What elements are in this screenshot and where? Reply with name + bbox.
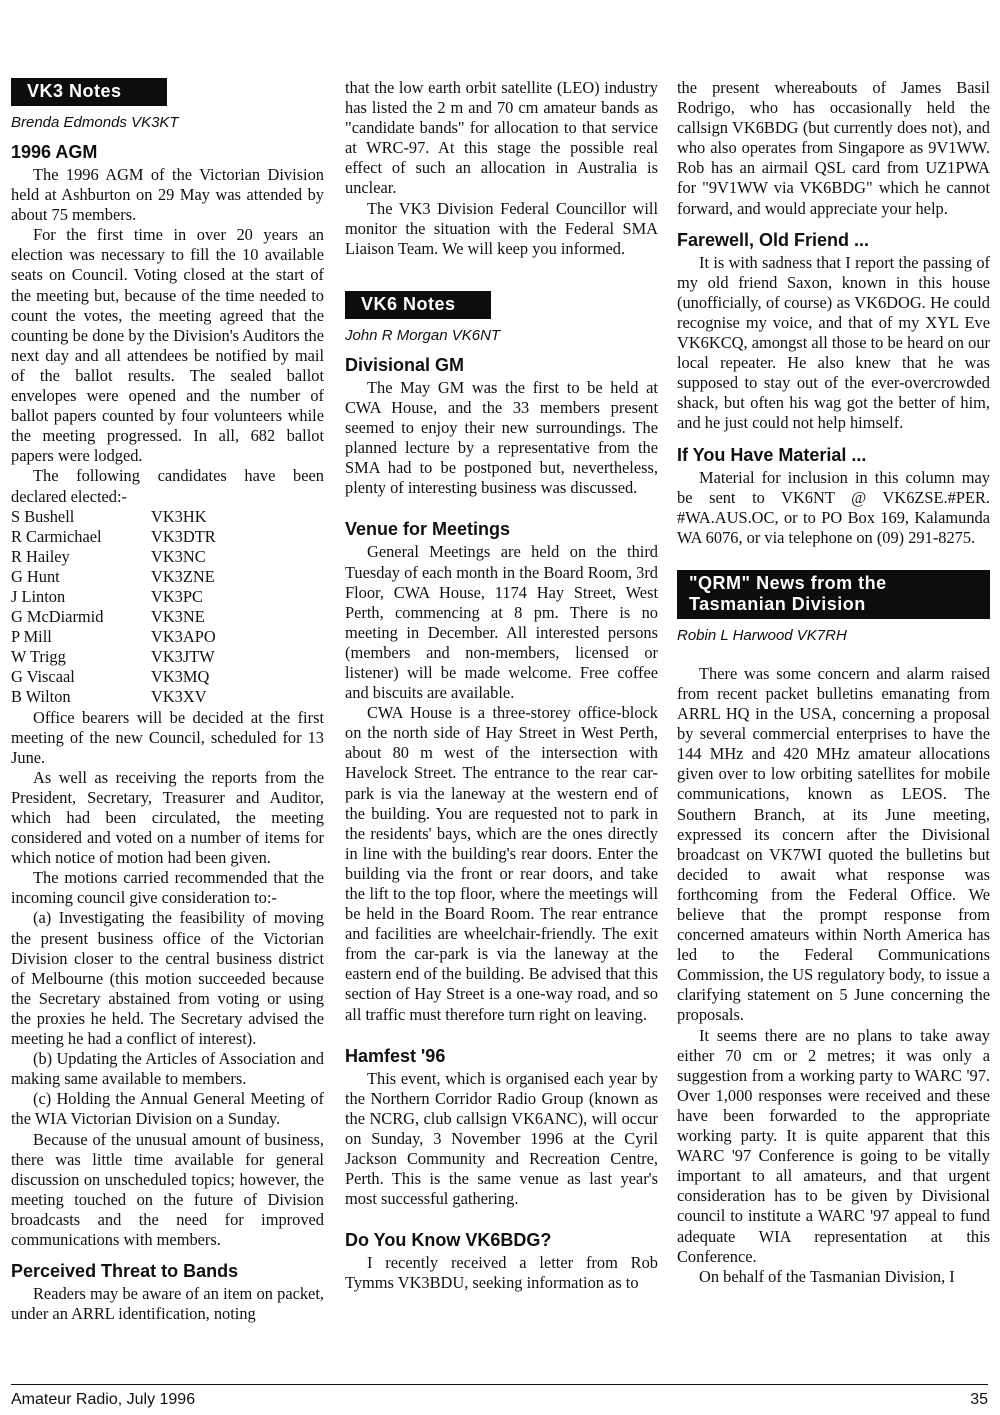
spacer <box>345 498 658 508</box>
paragraph: The following candidates have been declared elected:- <box>11 466 324 506</box>
paragraph: On behalf of the Tasmanian Division, I <box>699 1266 955 1286</box>
candidate-name: J Linton <box>11 586 66 606</box>
page-footer <box>11 1384 988 1409</box>
candidate-callsign: VK3XV <box>151 687 207 707</box>
candidate-callsign: VK3ZNE <box>151 566 215 586</box>
paragraph: It seems there are no plans to take away either 70 cm or 2 metres; it was only a suggestion from a working party to WARC '97. Over 1,000 responses were received and these have been forwarded to the appropriate working party. It is quite apparent that this WARC '97 Conference is going to be vitally important to all amateurs, and that urgent consideration has to be given by Divisional council to institute a WARC '97 appeal to fund adequate WIA representation at this Conference. <box>677 1025 990 1266</box>
paragraph: Material for inclusion in this column may be sent to VK6NT @ VK6ZSE.#PER. #WA.AUS.OC, or to PO Box 169, Kalamunda WA 6076, or via telephone on (09) 291-8275. <box>677 467 990 547</box>
heading-do-you-know: Do You Know VK6BDG? <box>345 1230 552 1251</box>
paragraph: For the first time in over 20 years an election was necessary to fill the 10 available seats on Council. Voting closed at the start of the meeting but, because of the time needed to count the votes, the meeting agreed that the counting be done by the Division's Auditors the next day and all attendees be notified by mail of the ballot results. The sealed ballot envelopes were opened and the number of ballot papers counted by four volunteers while the meeting progressed. In all, 682 ballot papers were lodged. <box>11 225 324 466</box>
heading-farewell: Farewell, Old Friend ... <box>677 229 870 250</box>
candidate-name: W Trigg <box>11 647 66 667</box>
candidate-callsign: VK3MQ <box>151 667 210 687</box>
page-number: 35 <box>970 1391 988 1408</box>
candidate-callsign: VK3HK <box>151 506 207 526</box>
paragraph: I recently received a letter from Rob Tymms VK3BDU, seeking information as to <box>345 1253 658 1293</box>
spacer <box>677 654 990 664</box>
candidate-callsign: VK3DTR <box>151 526 216 546</box>
paragraph: the present whereabouts of James Basil Rodrigo, who has occasionally held the callsign VK6BDG (but currently does not), and who also operates from Singapore as 9V1WW. Rob has an airmail QSL card from UZ1PWA for "9V1WW via VK6BDG" which he cannot forward, and would appreciate your help. <box>677 78 990 218</box>
heading-material: If You Have Material ... <box>677 444 867 465</box>
heading-divisional-gm: Divisional GM <box>345 354 465 375</box>
candidate-name: S Bushell <box>11 506 75 526</box>
column-1 <box>11 78 324 1324</box>
publication-name: Amateur Radio, July 1996 <box>11 1391 196 1408</box>
spacer <box>677 548 990 570</box>
banner-line: "QRM" News from the <box>689 572 887 593</box>
candidate-callsign: VK3PC <box>151 586 203 606</box>
paragraph: It is with sadness that I report the passing of my old friend Saxon, known in this house (unofficially, of course) as VK6DOG. He could recognise my voice, and that of my XYL Eve VK6KCQ, amongst all those to be heard on our local repeater. He also knew that he was supposed to stay out of the ever-overcrowded shack, but often his wag got the better of him, and he just could not help himself. <box>677 252 990 433</box>
section-banner-vk6: VK6 Notes <box>345 291 491 319</box>
paragraph: CWA House is a three-storey office-block on the north side of Hay Street in West Perth, about 80 m west of the intersection with Havelock Street. The entrance to the rear car-park is via the laneway at the western end of the building. You are requested not to park in the residents' bays, which are the ones directly in line with the building's rear doors. Enter the building via the front or rear doors, and take the lift to the top floor, where the meetings will be held in the Board Room. The rear entrance and facilities are wheelchair-friendly. The exit from the car-park is via the laneway at the eastern end of the building. Be advised that this section of Hay Street is a one-way road, and so all traffic must therefore turn right on leaving. <box>345 703 658 1024</box>
paragraph: The May GM was the first to be held at CWA House, and the 33 members present seemed to enjoy their new surroundings. The planned lecture by a representative from the SMA had to be postponed but, nevertheless, plenty of interesting business was discussed. <box>345 377 658 498</box>
paragraph: As well as receiving the reports from the President, Secretary, Treasurer and Auditor, which had been circulated, the meeting considered and voted on a number of items for which notice of motion had been given. <box>11 767 324 868</box>
spacer <box>345 259 658 281</box>
byline-vk6: John R Morgan VK6NT <box>345 326 501 344</box>
banner-line: Tasmanian Division <box>689 593 866 614</box>
paragraph: There was some concern and alarm raised from recent packet bulletins emanating from ARRL HQ in the USA, concerning a proposal by several commercial enterprises to have the 144 MHz and 420 MHz amateur allocations given over to low orbiting satellites for mobile communications, known as LEOS. The Southern Branch, at its June meeting, expressed its concern after the Divisional broadcast on VK7WI quoted the bulletins but decided to await what response was forthcoming from the Federal Office. We believe that the prompt response from concerned amateurs within North America has led to the Federal Communications Commission, the US regulatory body, to issue a clarifying statement on 5 June concerning the proposals. <box>677 663 990 1025</box>
section-banner-qrm <box>677 570 990 619</box>
paragraph: (c) Holding the Annual General Meeting of the WIA Victorian Division on a Sunday. <box>11 1089 324 1129</box>
paragraph: This event, which is organised each year by the Northern Corridor Radio Group (known as the NCRG, club callsign VK6ANC), will occur on Sunday, 3 November 1996 at the Cyril Jackson Community and Recreation Centre, Perth. This is the same venue as last year's most successful gathering. <box>345 1068 658 1209</box>
candidate-name: P Mill <box>11 627 52 647</box>
candidate-name: G McDiarmid <box>11 607 104 627</box>
spacer <box>345 1209 658 1219</box>
paragraph: The motions carried recommended that the incoming council give consideration to:- <box>11 868 324 908</box>
candidate-callsign: VK3JTW <box>151 647 215 667</box>
heading-hamfest: Hamfest '96 <box>345 1045 446 1066</box>
heading-1996-agm: 1996 AGM <box>11 142 98 162</box>
paragraph: Because of the unusual amount of business, there was little time available for general discussion on unscheduled topics; however, the meeting touched on the future of Division broadcasts and the need for improved communications with members. <box>11 1129 324 1249</box>
candidate-callsign: VK3NE <box>151 607 205 627</box>
candidate-name: G Viscaal <box>11 667 75 687</box>
spacer <box>345 1025 658 1035</box>
heading-perceived-threat: Perceived Threat to Bands <box>11 1261 239 1282</box>
byline-vk3: Brenda Edmonds VK3KT <box>11 114 179 131</box>
byline-vk7: Robin L Harwood VK7RH <box>677 626 847 644</box>
paragraph: General Meetings are held on the third Tuesday of each month in the Board Room, 3rd Floor, CWA House, 1174 Hay Street, West Perth, commencing at 8 pm. There is no meeting in December. All interested persons (members and non-members, licensed or listener) will be made welcome. Free coffee and biscuits are available. <box>345 542 658 703</box>
section-banner-vk3: VK3 Notes <box>11 78 167 106</box>
spacer <box>345 281 658 291</box>
candidate-name: G Hunt <box>11 566 60 586</box>
heading-venue: Venue for Meetings <box>345 519 511 540</box>
column-2 <box>345 78 658 1294</box>
paragraph: Readers may be aware of an item on packet, under an ARRL identification, noting <box>11 1284 324 1324</box>
paragraph: The 1996 AGM of the Victorian Division held at Ashburton on 29 May was attended by about 75 members. <box>11 165 324 225</box>
paragraph: Office bearers will be decided at the first meeting of the new Council, scheduled for 13 June. <box>11 707 324 767</box>
paragraph: (b) Updating the Articles of Association and making same available to members. <box>11 1049 324 1089</box>
candidate-callsign: VK3NC <box>151 546 206 566</box>
candidate-callsign: VK3APO <box>151 627 216 647</box>
candidate-name: R Carmichael <box>11 526 102 546</box>
candidate-name: B Wilton <box>11 687 71 707</box>
paragraph: The VK3 Division Federal Councillor will monitor the situation with the Federal SMA Liaison Team. We will keep you informed. <box>345 198 658 258</box>
candidate-name: R Hailey <box>11 546 70 566</box>
paragraph: (a) Investigating the feasibility of moving the present business office of the Victorian Division closer to the central business district of Melbourne (this motion succeeded because the Secretary abstained from voting or using the proxies he held. The Secretary advised the meeting he had a conflict of interest). <box>11 908 324 1049</box>
column-3 <box>677 78 990 1287</box>
paragraph: that the low earth orbit satellite (LEO) industry has listed the 2 m and 70 cm amateur bands as "candidate bands" for allocation to that service at WRC-97. At this stage the possible real effect of such an allocation in Australia is unclear. <box>345 78 658 198</box>
elected-candidates-list <box>11 507 324 708</box>
